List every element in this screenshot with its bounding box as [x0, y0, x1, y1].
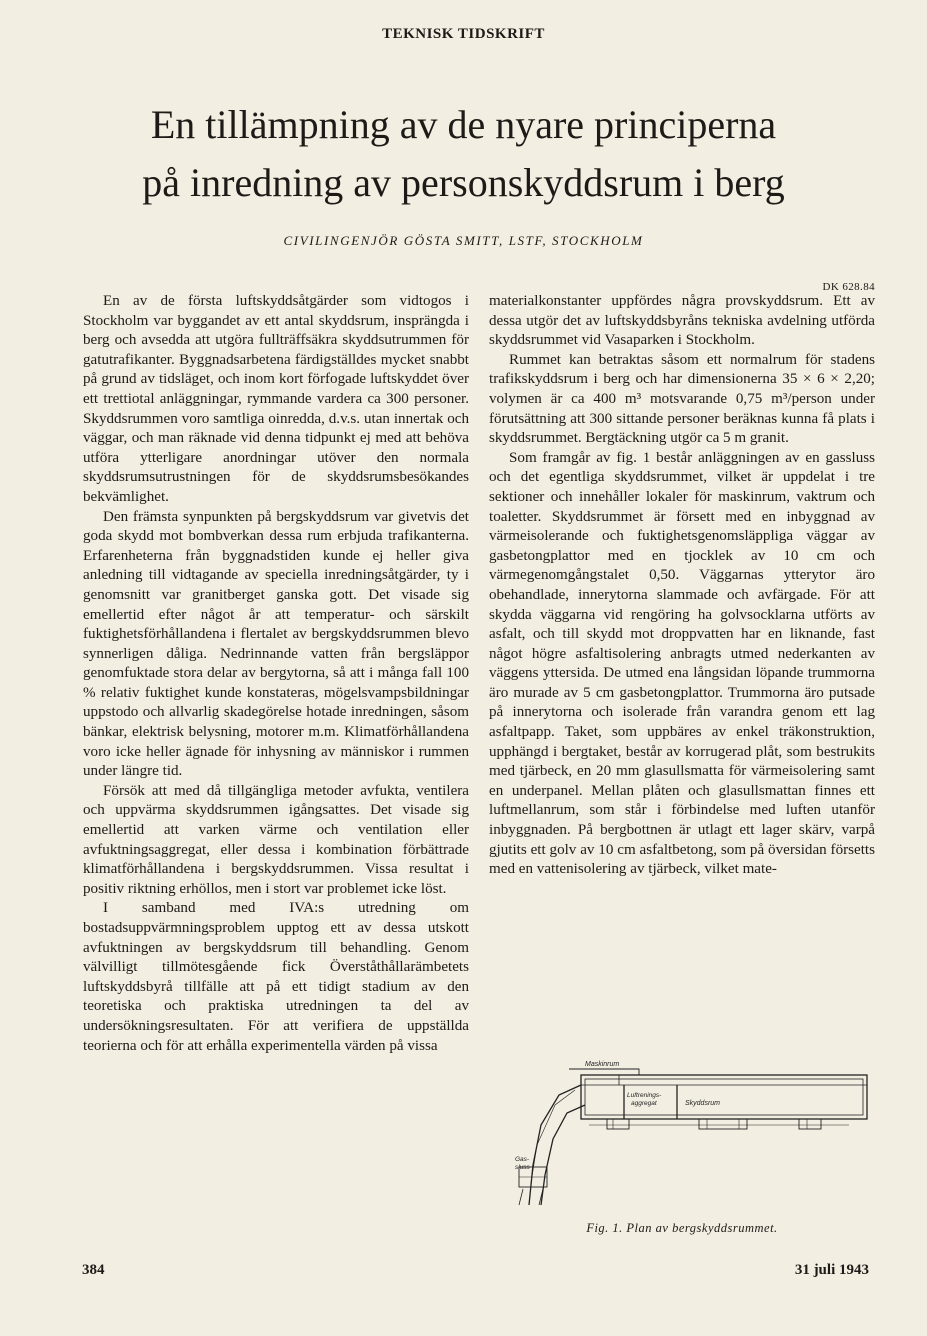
label-sluss: sluss	[515, 1164, 530, 1171]
paragraph: Den främsta synpunkten på bergskyddsrum var givetvis det goda skydd mot bombverkan dessa rum erbjuda trafikanterna. Erfarenheterna från byggnadstiden kunde ej heller giva anledning till vidtagande av speciella inredningsåtgärder, ty i genomsnitt var granitberget ganska gott. Det visade sig emellertid efter något år att temperatur- och särskilt fuktighetsförhållandena i flertalet av bergskyddsrummen blevo synnerligen dåliga. Nedrinnande vatten från bergsläppor genomfuktade stora delar av bergytorna, så att i många fall 100 % relativ fuktighet kunde konstateras, mögelsvampsbildningar uppstodo och allvarlig skadegörelse hotade inredningen, såsom bänkar, elektrisk belysning, motorer m.m. Klimatförhållandena voro icke heller ägnade för inhysning av människor i rummen under längre tid.	[83, 508, 469, 780]
paragraph: Rummet kan betraktas såsom ett normalrum för stadens trafikskyddsrum i berg och har dimensionerna 35 × 6 × 2,20; volymen är ca 400 m³ motsvarande 0,75 m³/person under förutsättning att 300 sittande personer beräknas kunna få plats i skyddsrummet. Bergtäckning utgör ca 5 m granit.	[489, 351, 875, 447]
label-aggregat: aggregat	[631, 1100, 657, 1107]
paragraph: materialkonstanter uppfördes några provskyddsrum. Ett av dessa utgör det av luftskyddsbyråns tekniska avdelning utförda skyddsrummet vid Vasaparken i Stockholm.	[489, 293, 875, 349]
paragraph: I samband med IVA:s utredning om bostadsuppvärmningsproblem upptog ett av dessa utskott avfuktningen av bergskyddsrum till behandling. Genom välvilligt tillmötesgående fick Överståthållarämbetets luftskyddsbyrå tillfälle att på ett tidigt stadium av den teoretiska och praktiska utredningen ta del av undersökningsresultaten. För att verifiera de uppställda teorierna och för att erhålla experimentella värden på vissa	[83, 900, 469, 1054]
title-line-1: En tillämpning av de nyare principerna	[150, 102, 777, 147]
page-number: 384	[82, 1262, 105, 1278]
floor-plan-figure	[489, 1055, 875, 1215]
dk-classification: DK 628.84	[822, 281, 875, 293]
label-maskinrum: Maskinrum	[585, 1061, 620, 1068]
article-title	[60, 96, 867, 212]
left-column	[83, 292, 469, 1056]
paragraph: Som framgår av fig. 1 består anläggningen av en gassluss och det egentliga skyddsrummet, vilket är uppdelat i tre sektioner och innehåller lokaler för maskinrum, vaktrum och toaletter. Skyddsrummet är försett med en inbyggnad av värmeisolerande och fuktighetsgenomsläppliga väggar av gasbetongplattor med en tjocklek av 10 cm och värmegenomgångstalet 0,50. Väggarnas ytterytor äro obehandlade, innerytorna slammade och avfärgade. För att skydda väggarna vid rengöring ha golvsocklarna utförts av asfalt, och till skydd mot droppvatten har en liknande, fast något högre asfaltisolering anbragts utmed nederkanten av väggens yttersida. De utmed ena långsidan löpande trummorna äro murade av 5 cm gasbetongplattor. Trummorna äro putsade på innerytorna och isolerade från varandra genom ett lag asfaltpapp. Taket, som uppbäres av enkel träkonstruktion, upphängd i bergtaket, består av korrugerad plåt, som bestrukits med tjärbeck, en 20 mm glasullsmatta för värmeisolering samt en underpanel. Mellan plåten och glasullsmattan finnes ett luftmellanrum, som står i förbindelse med luften utanför inbyggnaden. På bergbottnen är utlagt ett lager skärv, varpå gjutits ett golv av 10 cm asfaltbetong, som på översidan försetts med en vattenisolering av tjärbeck, vilket mate-	[489, 449, 875, 878]
paragraph: Försök att med då tillgängliga metoder avfukta, ventilera och uppvärma skyddsrummen igångsattes. Det visade sig emellertid att varken värme och ventilation eller avfuktningsaggregat, eller dessa i kombination förbättrade klimatförhållandena i bergskyddsrummen. Vissa resultat i positiv riktning erhöllos, men i stort var problemet icke löst.	[83, 782, 469, 897]
paragraph: En av de första luftskyddsåtgärder som vidtogos i Stockholm var byggandet av ett antal skyddsrum, insprängda i berg och avsedda att utgöra fullträffsäkra skyddsutrummen för gatutrafikanter. Byggnadsarbetena färdigställdes mycket snabbt på grund av tidsläget, och inom kort förfogade luftskyddet över ett trettiotal anläggningar, rymmande vardera ca 300 personer. Skyddsrummen voro samtliga oinredda, d.v.s. utan innertak och väggar, och man räknade vid denna tidpunkt ej med att behöva utföra ytterligare anordningar utöver den normala skyddsrumsutrustningen för de skyddsrumsbesökandes bekvämlighet.	[83, 293, 469, 505]
label-skyddsrum: Skyddsrum	[685, 1100, 721, 1107]
label-luftrening: Luftrenings-	[627, 1092, 662, 1099]
right-column	[489, 292, 875, 880]
issue-date: 31 juli 1943	[794, 1262, 869, 1278]
author-byline: CIVILINGENJÖR GÖSTA SMITT, LSTF, STOCKHOLM	[283, 233, 644, 248]
title-line-2: på inredning av personskyddsrum i berg	[142, 160, 785, 205]
figure-caption: Fig. 1. Plan av bergskyddsrummet.	[586, 1221, 778, 1235]
label-gas: Gas-	[515, 1156, 530, 1163]
journal-name: TEKNISK TIDSKRIFT	[382, 26, 545, 42]
